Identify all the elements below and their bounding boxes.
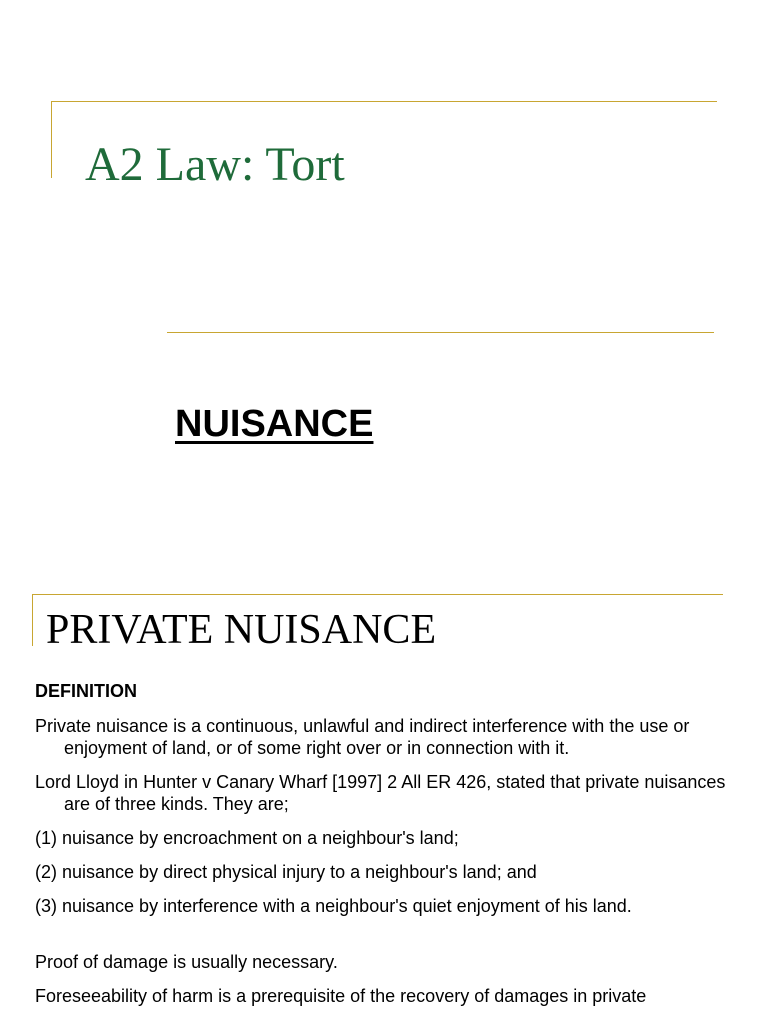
- slide2-frame-left-line: [32, 594, 33, 646]
- foreseeability-paragraph: Foreseeability of harm is a prerequisite of the recovery of damages in private: [35, 986, 647, 1006]
- nuisance-kind-item: (3) nuisance by interference with a neighbour's quiet enjoyment of his land.: [35, 896, 632, 916]
- slide2-body: [35, 680, 735, 1019]
- spacer: [35, 929, 735, 951]
- definition-paragraph: Private nuisance is a continuous, unlawful and indirect interference with the use or enjoyment of land, or of some right over or in connection with it.: [35, 716, 690, 758]
- section-heading: PRIVATE NUISANCE: [46, 607, 437, 653]
- nuisance-kind-item: (1) nuisance by encroachment on a neighbour's land;: [35, 828, 459, 848]
- proof-of-damage-paragraph: Proof of damage is usually necessary.: [35, 952, 338, 972]
- slide2-frame-top-line: [32, 594, 723, 595]
- slide1-frame-left-line: [51, 101, 52, 178]
- slide-subtitle: NUISANCE: [175, 403, 374, 445]
- subtitle-divider: [167, 332, 714, 333]
- definition-label: DEFINITION: [35, 681, 137, 701]
- slide1-frame-top-line: [51, 101, 717, 102]
- nuisance-kind-item: (2) nuisance by direct physical injury to a neighbour's land; and: [35, 862, 537, 882]
- hunter-case-paragraph: Lord Lloyd in Hunter v Canary Wharf [1997] 2 All ER 426, stated that private nuisances are of three kinds. They are;: [35, 772, 726, 814]
- slide-title: A2 Law: Tort: [85, 138, 345, 191]
